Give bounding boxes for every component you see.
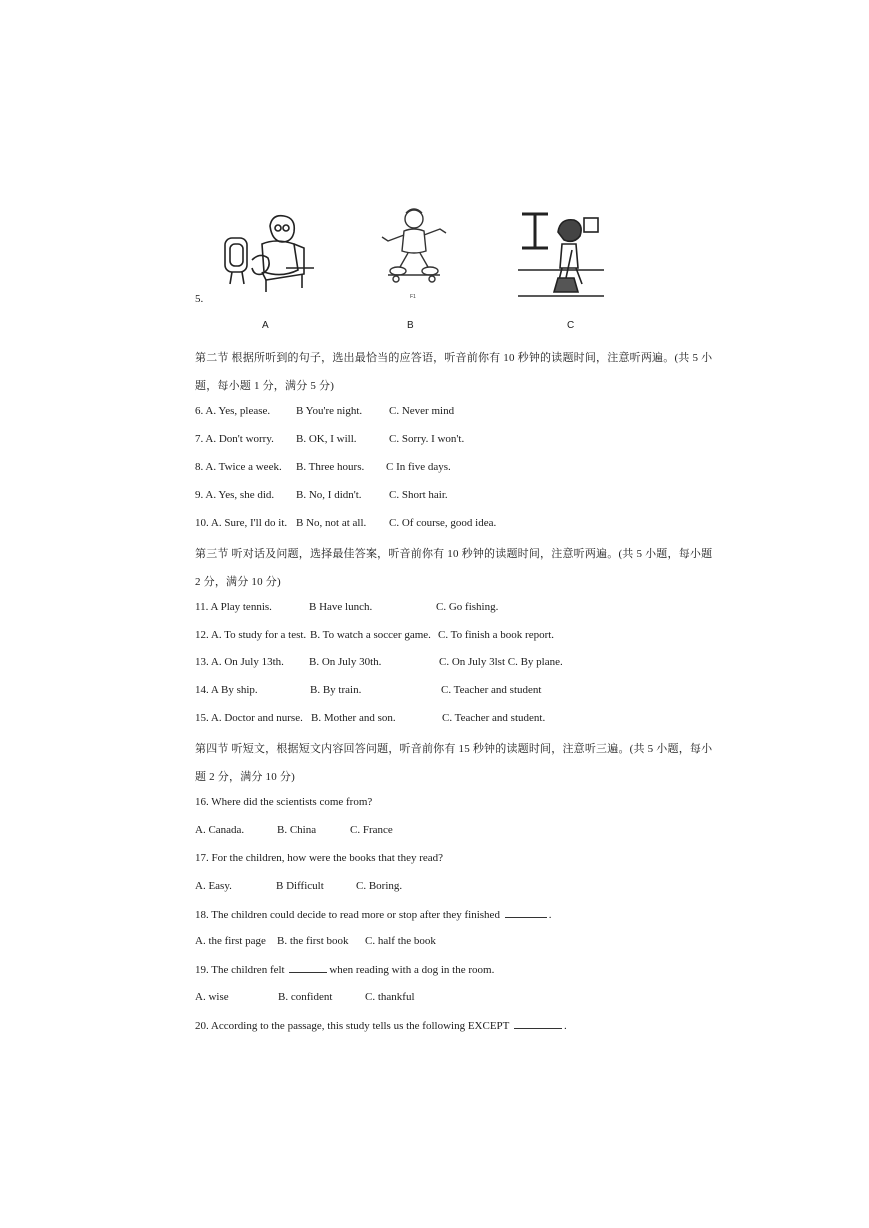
q18-stem-end: . bbox=[548, 909, 552, 921]
q10-option-a: 10. A. Sure, I'll do it. bbox=[195, 517, 288, 529]
q6-option-a: 6. A. Yes, please. bbox=[195, 405, 271, 417]
q17-stem: 17. For the children, how were the books that they read? bbox=[195, 852, 444, 864]
q14-option-a: 14. A By ship. bbox=[195, 684, 258, 696]
q19-answer-blank bbox=[289, 963, 327, 973]
section4-header-cont: 题 2 分，满分 10 分) bbox=[195, 771, 295, 783]
q18-option-a: A. the first page bbox=[195, 935, 266, 947]
q15-option-b: B. Mother and son. bbox=[311, 712, 396, 724]
section3-header: 第三节 听对话及问题，选择最佳答案，听音前你有 10 秒钟的读题时间，注意听两遍。(共 5 小题，每小题 bbox=[195, 548, 713, 560]
q11-option-b: B Have lunch. bbox=[309, 601, 373, 613]
q9-option-b: B. No, I didn't. bbox=[296, 489, 362, 501]
q6-option-b: B You're night. bbox=[296, 405, 363, 417]
q16-option-c: C. France bbox=[350, 824, 393, 836]
q19-option-b: B. confident bbox=[278, 991, 333, 1003]
picture-label-b: B bbox=[407, 320, 414, 331]
q11-option-c: C. Go fishing. bbox=[436, 601, 499, 613]
q20-stem: 20. According to the passage, this study tells us the following EXCEPT bbox=[195, 1020, 510, 1032]
q11-option-a: 11. A Play tennis. bbox=[195, 601, 272, 613]
q20-stem-line bbox=[195, 1019, 567, 1032]
q18-answer-blank bbox=[505, 908, 547, 918]
q9-option-a: 9. A. Yes, she did. bbox=[195, 489, 275, 501]
q13-option-b: B. On July 30th. bbox=[309, 656, 382, 668]
section2-header: 第二节 根据所听到的句子，选出最恰当的应答语，听音前你有 10 秒钟的读题时间，注意听两遍。(共 5 小 bbox=[195, 352, 713, 364]
section3-header-cont: 2 分，满分 10 分) bbox=[195, 576, 281, 588]
q8-option-b: B. Three hours. bbox=[296, 461, 365, 473]
picture-a-person-watching-tv bbox=[222, 208, 314, 296]
q15-option-c: C. Teacher and student. bbox=[442, 712, 546, 724]
q18-stem-line bbox=[195, 908, 551, 921]
q14-option-b: B. By train. bbox=[310, 684, 362, 696]
q18-option-c: C. half the book bbox=[365, 935, 436, 947]
q20-stem-end: . bbox=[563, 1020, 567, 1032]
q7-option-c: C. Sorry. I won't. bbox=[389, 433, 465, 445]
q17-option-c: C. Boring. bbox=[356, 880, 403, 892]
q10-option-b: B No, not at all. bbox=[296, 517, 367, 529]
q19-option-a: A. wise bbox=[195, 991, 229, 1003]
q15-option-a: 15. A. Doctor and nurse. bbox=[195, 712, 303, 724]
q10-option-c: C. Of course, good idea. bbox=[389, 517, 497, 529]
q7-option-a: 7. A. Don't worry. bbox=[195, 433, 274, 445]
question-5-number: 5. bbox=[195, 293, 204, 305]
q19-option-c: C. thankful bbox=[365, 991, 415, 1003]
q16-stem: 16. Where did the scientists come from? bbox=[195, 796, 373, 808]
q8-option-c: C In five days. bbox=[386, 461, 451, 473]
section4-header: 第四节 听短文，根据短文内容回答问题，听音前你有 15 秒钟的读题时间，注意听三遍。(共 5 小题，每小 bbox=[195, 743, 713, 755]
picture-label-a: A bbox=[262, 320, 269, 331]
picture-b-caption: F1 bbox=[410, 294, 416, 300]
q18-option-b: B. the first book bbox=[277, 935, 349, 947]
q12-option-c: C. To finish a book report. bbox=[438, 629, 555, 641]
q12-option-a: 12. A. To study for a test. bbox=[195, 629, 307, 641]
q12-option-b: B. To watch a soccer game. bbox=[310, 629, 431, 641]
picture-label-c: C bbox=[567, 320, 575, 331]
q8-option-a: 8. A. Twice a week. bbox=[195, 461, 282, 473]
q6-option-c: C. Never mind bbox=[389, 405, 455, 417]
q17-option-a: A. Easy. bbox=[195, 880, 232, 892]
q18-stem: 18. The children could decide to read more or stop after they finished bbox=[195, 909, 500, 921]
q7-option-b: B. OK, I will. bbox=[296, 433, 357, 445]
q19-stem-end: when reading with a dog in the room. bbox=[329, 964, 495, 976]
q13-option-c: C. On July 3lst C. By plane. bbox=[439, 656, 563, 668]
picture-c-child-sweeping bbox=[518, 208, 604, 298]
q16-option-a: A. Canada. bbox=[195, 824, 245, 836]
picture-b-child-skating bbox=[378, 205, 450, 300]
q9-option-c: C. Short hair. bbox=[389, 489, 448, 501]
q19-stem-start: 19. The children felt bbox=[195, 964, 285, 976]
q20-answer-blank bbox=[514, 1019, 562, 1029]
q13-option-a: 13. A. On July 13th. bbox=[195, 656, 284, 668]
q16-option-b: B. China bbox=[277, 824, 317, 836]
q14-option-c: C. Teacher and student bbox=[441, 684, 542, 696]
q17-option-b: B Difficult bbox=[276, 880, 324, 892]
section2-header-cont: 题，每小题 1 分，满分 5 分) bbox=[195, 380, 335, 392]
q19-stem-line bbox=[195, 963, 494, 976]
